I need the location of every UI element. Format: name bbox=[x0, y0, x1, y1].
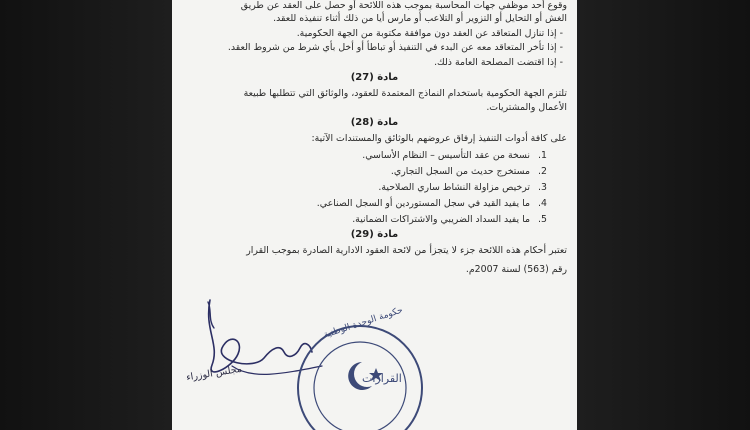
signature-area bbox=[172, 270, 577, 430]
bullet-line: - إذا اقتضت المصلحة العامة ذلك. bbox=[183, 57, 563, 69]
list-number: 4. bbox=[538, 198, 547, 209]
list-item bbox=[187, 214, 547, 226]
article-heading: مادة (27) bbox=[350, 72, 399, 83]
article-heading: مادة (29) bbox=[350, 229, 399, 240]
seal-icon bbox=[292, 320, 427, 430]
article-heading: مادة (28) bbox=[350, 117, 399, 128]
document-page bbox=[172, 0, 577, 430]
list-item bbox=[187, 166, 547, 178]
text-line: وقوع أحد موظفي جهات المحاسبة بموجب هذه اللائحة أو حصل على العقد عن طريق bbox=[240, 0, 567, 11]
list-text: نسخة من عقد التأسيس – النظام الأساسي. bbox=[362, 150, 531, 161]
list-item bbox=[187, 150, 547, 162]
list-text: ما يفيد السداد الضريبي والاشتراكات الضمانية. bbox=[352, 214, 531, 225]
left-shadow bbox=[0, 0, 172, 430]
list-text: ترخيص مزاولة النشاط ساري الصلاحية. bbox=[378, 182, 531, 193]
seal-top-text: حكومة الوحدة الوطنية bbox=[322, 305, 405, 341]
signature-text: مجلس الوزراء bbox=[185, 363, 243, 384]
paragraph-line: على كافة أدوات التنفيذ إرفاق عروضهم بالوثائق والمستندات الآتية: bbox=[311, 133, 567, 144]
paragraph-line: رقم (563) لسنة 2007م. bbox=[465, 264, 567, 275]
list-item bbox=[187, 182, 547, 194]
seal-label: القرارات bbox=[362, 372, 402, 385]
right-shadow bbox=[577, 0, 750, 430]
list-number: 1. bbox=[538, 150, 547, 161]
list-item bbox=[187, 198, 547, 210]
list-text: مستخرج حديث من السجل التجاري. bbox=[390, 166, 531, 177]
text-line: الغش أو التحايل أو التزوير أو التلاعب أو مارس أيا من ذلك أثناء تنفيذه للعقد. bbox=[273, 13, 567, 24]
bullet-line: - إذا تنازل المتعاقد عن العقد دون موافقة مكتوبة من الجهة الحكومية. bbox=[183, 28, 563, 40]
list-number: 2. bbox=[538, 166, 547, 177]
paragraph-line: تعتبر أحكام هذه اللائحة جزء لا يتجزأ من لائحة العقود الادارية الصادرة بموجب القرار bbox=[246, 245, 567, 256]
list-number: 3. bbox=[538, 182, 547, 193]
bullet-line: - إذا تأخر المتعاقد معه عن البدء في التنفيذ أو تباطأ أو أخل بأي شرط من شروط العقد. bbox=[183, 42, 563, 54]
paragraph-line: تلتزم الجهة الحكومية باستخدام النماذج المعتمدة للعقود، والوثائق التي تتطلبها طبيعة bbox=[243, 88, 567, 99]
paragraph-line: الأعمال والمشتريات. bbox=[486, 102, 567, 113]
list-number: 5. bbox=[538, 214, 547, 225]
list-text: ما يفيد القيد في سجل المستوردين أو السجل الصناعي. bbox=[316, 198, 531, 209]
